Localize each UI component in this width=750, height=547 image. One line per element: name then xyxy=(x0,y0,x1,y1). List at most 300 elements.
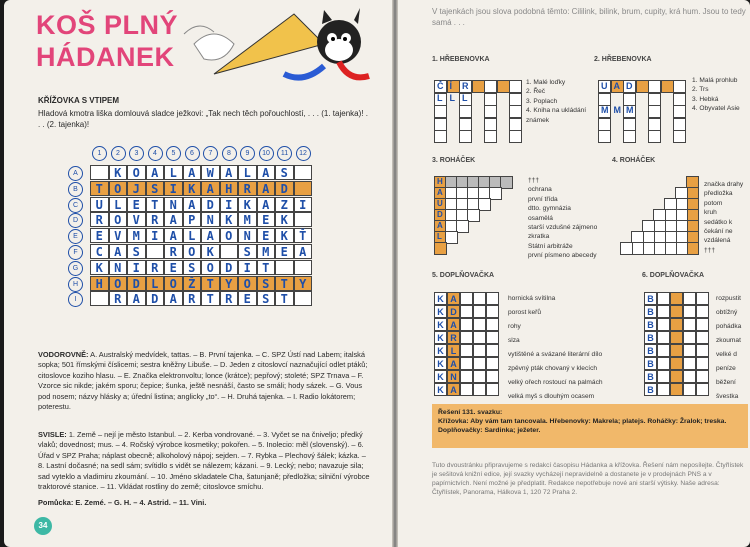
grid-cell[interactable]: N xyxy=(109,260,128,275)
puzzle-cell[interactable] xyxy=(648,130,661,143)
grid-cell[interactable]: D xyxy=(220,260,239,275)
page-title-line2: HÁDANEK xyxy=(36,42,175,72)
column-number: 10 xyxy=(259,146,274,161)
puzzle-cell[interactable] xyxy=(473,331,486,344)
grid-cell[interactable]: L xyxy=(109,197,128,212)
sec3-title: 3. ROHÁČEK xyxy=(432,157,476,164)
puzzle-cell[interactable] xyxy=(657,357,670,370)
puzzle-cell[interactable]: K xyxy=(434,357,447,370)
grid-cell[interactable]: L xyxy=(164,165,183,180)
vertical-text: 1. Země – nejí je město Istanbul. – 2. Kerba vondrované. – 3. Vyčet se na čniveljo; předký vlaků; dovednost; mus. – 4. Ročský výrobce kosmetiky; pokořen. – 5. Inolecio: měl (slovenský). – 6. Úřad v SPZ Praha; náplast obecně; alkoholový nápoj; sejden. – 7. Rybka – Plechový šálek; kázka. – 8. Lastní dočasné; na sedl sám; svítidlo s vidět se nálezem; kázani. – 9. Lecký; nebo; navazuje sila; sad vyteklo a vladimiru zkoumání. – 10. Jméno skladatele Cha, šatunjaně; předložka; silniční výrobce traktorové stanice. – 11. Vkládat rostliny do země; citoslovce smíchu. xyxy=(38,430,370,492)
puzzle-cell[interactable] xyxy=(472,80,485,93)
grid-cell[interactable]: M xyxy=(238,212,257,227)
puzzle-cell[interactable]: B xyxy=(644,331,657,344)
puzzle-cell[interactable] xyxy=(486,292,499,305)
puzzle-cell[interactable] xyxy=(696,370,709,383)
grid-cell[interactable]: Ž xyxy=(183,276,202,291)
grid-cell[interactable]: K xyxy=(183,181,202,196)
grid-cell[interactable]: I xyxy=(220,197,239,212)
grid-cell[interactable]: S xyxy=(146,181,165,196)
puzzle-cell[interactable]: K xyxy=(434,318,447,331)
puzzle-cell[interactable] xyxy=(696,357,709,370)
puzzle-cell[interactable] xyxy=(696,318,709,331)
written-letter: D xyxy=(626,81,633,91)
grid-cell[interactable]: A xyxy=(183,197,202,212)
grid-row xyxy=(90,228,312,243)
puzzle-cell[interactable] xyxy=(696,344,709,357)
puzzle-cell[interactable] xyxy=(486,344,499,357)
puzzle-cell[interactable]: B xyxy=(644,344,657,357)
puzzle-cell[interactable] xyxy=(683,318,696,331)
grid-cell[interactable] xyxy=(90,291,109,306)
grid-cell[interactable]: I xyxy=(146,228,165,243)
puzzle-cell[interactable] xyxy=(460,318,473,331)
grid-cell[interactable]: K xyxy=(220,212,239,227)
grid-cell[interactable]: T xyxy=(275,276,294,291)
grid-cell[interactable]: A xyxy=(257,181,276,196)
puzzle-cell[interactable]: B xyxy=(644,292,657,305)
clue-item: 2. Trs xyxy=(692,86,709,94)
puzzle-cell[interactable] xyxy=(657,318,670,331)
written-letter: M xyxy=(601,105,609,115)
puzzle-cell[interactable] xyxy=(661,80,674,93)
puzzle-cell[interactable] xyxy=(460,370,473,383)
grid-cell[interactable]: A xyxy=(294,244,313,259)
column-number: 12 xyxy=(296,146,311,161)
puzzle-cell[interactable] xyxy=(486,318,499,331)
clue-item: značka drahy xyxy=(704,181,744,188)
grid-cell[interactable] xyxy=(294,165,313,180)
grid-cell[interactable]: T xyxy=(257,260,276,275)
puzzle-cell[interactable]: N xyxy=(447,370,460,383)
pomucka: Pomůcka: E. Zemé. – G. H. – 4. Astrid. – 11. Vini. xyxy=(38,498,207,507)
puzzle-cell[interactable] xyxy=(683,331,696,344)
clue-item: švestka xyxy=(716,393,739,400)
clue-item: kruh xyxy=(704,209,717,217)
grid-cell[interactable]: C xyxy=(90,244,109,259)
grid-cell[interactable]: S xyxy=(275,165,294,180)
puzzle-cell[interactable] xyxy=(673,80,686,93)
right-intro: V tajenkách jsou slova podobná těmto: Cililink, bilink, brum, cupity, krá hum. Jsou to tedy samá . . . xyxy=(432,7,746,27)
puzzle-cell[interactable]: R xyxy=(447,331,460,344)
grid-cell[interactable]: O xyxy=(164,276,183,291)
puzzle-cell[interactable] xyxy=(623,118,636,131)
written-letter: L xyxy=(437,232,442,241)
puzzle-cell[interactable] xyxy=(460,305,473,318)
puzzle-cell[interactable] xyxy=(670,383,683,396)
grid-cell[interactable]: E xyxy=(238,291,257,306)
clue-item: první třída xyxy=(528,195,558,203)
puzzle-cell[interactable] xyxy=(657,383,670,396)
grid-cell[interactable]: M xyxy=(127,228,146,243)
puzzle-cell[interactable] xyxy=(484,118,497,131)
puzzle-cell[interactable]: A xyxy=(447,292,460,305)
puzzle-cell[interactable] xyxy=(598,93,611,106)
puzzle-cell[interactable] xyxy=(598,118,611,131)
puzzle-cell[interactable] xyxy=(670,370,683,383)
puzzle-cell[interactable] xyxy=(657,305,670,318)
puzzle-cell[interactable] xyxy=(434,118,447,131)
grid-cell[interactable]: T xyxy=(201,276,220,291)
puzzle-cell[interactable] xyxy=(670,292,683,305)
grid-cell[interactable]: O xyxy=(127,165,146,180)
grid-cell[interactable]: P xyxy=(183,212,202,227)
clue-item: 2. Řeč xyxy=(526,88,546,96)
puzzle-cell[interactable]: K xyxy=(434,383,447,396)
sec6-title: 6. DOPLŇOVAČKA xyxy=(642,272,705,279)
grid-cell[interactable]: V xyxy=(127,212,146,227)
puzzle-cell[interactable] xyxy=(447,80,460,93)
puzzle-cell[interactable] xyxy=(509,93,522,106)
grid-cell[interactable]: A xyxy=(257,197,276,212)
grid-cell[interactable]: O xyxy=(109,276,128,291)
clue-item: slza xyxy=(508,337,520,344)
clue-item: velká myš s dlouhým ocasem xyxy=(508,393,595,400)
clue-item: ochrana xyxy=(528,186,552,194)
puzzle-cell[interactable] xyxy=(509,118,522,131)
clue-item: Státní arbitráže xyxy=(528,242,573,250)
clue-item: hornická svítilna xyxy=(508,295,556,302)
puzzle-cell[interactable] xyxy=(486,383,499,396)
written-letter: Č xyxy=(437,81,444,91)
puzzle-cell[interactable]: K xyxy=(434,370,447,383)
puzzle-cell[interactable] xyxy=(484,105,497,118)
grid-cell[interactable]: M xyxy=(257,244,276,259)
grid-cell[interactable]: S xyxy=(257,291,276,306)
grid-cell[interactable]: S xyxy=(183,260,202,275)
puzzle-cell[interactable] xyxy=(683,383,696,396)
grid-cell[interactable]: D xyxy=(275,181,294,196)
puzzle-cell[interactable] xyxy=(623,130,636,143)
puzzle-cell[interactable] xyxy=(670,318,683,331)
grid-cell[interactable]: I xyxy=(238,260,257,275)
grid-cell[interactable]: U xyxy=(90,197,109,212)
grid-cell[interactable]: A xyxy=(201,181,220,196)
puzzle-cell[interactable]: B xyxy=(644,383,657,396)
grid-cell[interactable]: E xyxy=(257,228,276,243)
puzzle-cell[interactable] xyxy=(670,305,683,318)
clue-item: porost keřů xyxy=(508,309,541,316)
puzzle-cell[interactable] xyxy=(648,118,661,131)
puzzle-cell[interactable] xyxy=(434,242,447,255)
written-letter: U xyxy=(437,199,443,208)
puzzle-cell[interactable]: K xyxy=(434,344,447,357)
puzzle-cell[interactable] xyxy=(683,305,696,318)
puzzle-cell[interactable]: A xyxy=(447,318,460,331)
puzzle-cell[interactable]: B xyxy=(644,318,657,331)
puzzle-cell[interactable]: A xyxy=(447,383,460,396)
grid-cell[interactable]: Y xyxy=(294,276,313,291)
grid-cell[interactable]: I xyxy=(294,197,313,212)
clue-item: 1. Malé loďky xyxy=(526,79,566,86)
puzzle-cell[interactable] xyxy=(657,370,670,383)
puzzle-cell[interactable] xyxy=(459,130,472,143)
puzzle-cell[interactable] xyxy=(648,105,661,118)
clue-item: vytištěné a svázané literární dílo xyxy=(508,351,603,358)
grid-cell[interactable]: K xyxy=(238,197,257,212)
clue-item: 3. Hebká xyxy=(692,95,719,103)
grid-cell[interactable]: L xyxy=(146,276,165,291)
grid-cell[interactable]: E xyxy=(127,197,146,212)
puzzle-cell[interactable] xyxy=(434,130,447,143)
grid-cell[interactable]: Ť xyxy=(294,228,313,243)
grid-row xyxy=(90,212,312,227)
grid-cell[interactable] xyxy=(275,260,294,275)
row-letter: B xyxy=(68,182,83,197)
puzzle-cell[interactable] xyxy=(683,370,696,383)
clue-item: zkoumat xyxy=(716,337,741,344)
grid-cell[interactable]: A xyxy=(257,165,276,180)
solution-box xyxy=(432,404,748,448)
puzzle-cell[interactable]: A xyxy=(447,357,460,370)
puzzle-cell[interactable] xyxy=(497,80,510,93)
clue-item: potom xyxy=(704,199,723,207)
puzzle-cell[interactable] xyxy=(460,357,473,370)
grid-cell[interactable] xyxy=(146,244,165,259)
grid-cell[interactable]: H xyxy=(90,276,109,291)
grid-cell[interactable] xyxy=(294,212,313,227)
grid-cell[interactable]: T xyxy=(146,197,165,212)
grid-cell[interactable]: R xyxy=(220,291,239,306)
puzzle-cell[interactable] xyxy=(434,105,447,118)
grid-cell[interactable]: A xyxy=(127,291,146,306)
grid-cell[interactable]: V xyxy=(109,228,128,243)
grid-cell[interactable]: O xyxy=(220,228,239,243)
grid-cell[interactable]: S xyxy=(127,244,146,259)
puzzle-cell[interactable] xyxy=(473,305,486,318)
puzzle-cell[interactable] xyxy=(673,105,686,118)
puzzle-cell[interactable] xyxy=(509,130,522,143)
grid-cell[interactable]: D xyxy=(201,197,220,212)
puzzle-cell[interactable] xyxy=(473,383,486,396)
grid-cell[interactable]: J xyxy=(127,181,146,196)
puzzle-cell[interactable] xyxy=(673,93,686,106)
row-letter: C xyxy=(68,198,83,213)
grid-cell[interactable]: A xyxy=(146,165,165,180)
puzzle-cell[interactable] xyxy=(648,80,661,93)
puzzle-cell[interactable]: D xyxy=(447,305,460,318)
clue-item: velký ořech rostoucí na palmách xyxy=(508,379,603,386)
grid-cell[interactable] xyxy=(294,181,313,196)
grid-cell[interactable]: R xyxy=(146,260,165,275)
column-number: 9 xyxy=(240,146,255,161)
footer-note: Tuto dvoustránku připravujeme s redakcí časopisu Hádanka a křížovka. Řešení nám neposílejte. Čtyřlístek je sešitová knižní edice, její svazky vycházejí nepravidelně a dostanete je v prodejnách PNS a v papírnictvích. Není možné je předplatit. Redakce nepotřebuje nové ani starší výtisky. Naše adresa: Čtyřlístek, Panorama, Hálkova 1, 120 72 Praha 2. xyxy=(432,462,744,496)
grid-cell[interactable]: O xyxy=(109,212,128,227)
clue-item: 4. Kniha na ukládání známek xyxy=(526,107,587,124)
puzzle-cell[interactable]: K xyxy=(434,292,447,305)
puzzle-cell[interactable] xyxy=(683,357,696,370)
grid-cell[interactable]: I xyxy=(127,260,146,275)
grid-cell[interactable]: K xyxy=(275,212,294,227)
grid-cell[interactable]: T xyxy=(201,291,220,306)
grid-cell[interactable]: A xyxy=(164,291,183,306)
grid-cell[interactable]: Z xyxy=(275,197,294,212)
grid-cell[interactable] xyxy=(220,244,239,259)
grid-cell[interactable]: N xyxy=(238,228,257,243)
puzzle-cell[interactable] xyxy=(683,292,696,305)
puzzle-cell[interactable] xyxy=(460,344,473,357)
clue-item: první písmeno abecedy xyxy=(528,252,597,260)
row-letter: H xyxy=(68,277,83,292)
puzzle-cell[interactable] xyxy=(696,292,709,305)
grid-cell[interactable]: I xyxy=(164,181,183,196)
puzzle-cell[interactable] xyxy=(486,331,499,344)
column-number: 1 xyxy=(92,146,107,161)
grid-cell[interactable]: L xyxy=(183,228,202,243)
puzzle-cell[interactable]: B xyxy=(644,370,657,383)
sec6-clues xyxy=(716,292,750,404)
grid-cell[interactable]: K xyxy=(109,165,128,180)
puzzle-cell[interactable] xyxy=(484,130,497,143)
grid-row xyxy=(90,244,312,259)
written-letter: M xyxy=(626,105,634,115)
grid-cell[interactable]: A xyxy=(183,165,202,180)
puzzle-cell[interactable] xyxy=(696,331,709,344)
puzzle-cell[interactable] xyxy=(459,118,472,131)
grid-cell[interactable]: K xyxy=(201,244,220,259)
grid-cell[interactable]: A xyxy=(201,228,220,243)
grid-cell[interactable]: S xyxy=(238,244,257,259)
grid-cell[interactable]: A xyxy=(164,212,183,227)
puzzle-cell[interactable] xyxy=(648,93,661,106)
page-title-line1: KOŠ PLNÝ xyxy=(36,10,179,40)
clue-item: ††† xyxy=(704,246,716,254)
written-letter: L xyxy=(462,93,468,103)
written-letter: D xyxy=(437,210,443,219)
grid-cell[interactable]: E xyxy=(257,212,276,227)
puzzle-cell[interactable] xyxy=(620,242,633,255)
row-letter: A xyxy=(68,166,83,181)
puzzle-cell[interactable] xyxy=(670,357,683,370)
puzzle-cell[interactable] xyxy=(657,344,670,357)
grid-cell[interactable]: N xyxy=(201,212,220,227)
page-number: 34 xyxy=(34,517,52,535)
puzzle-cell[interactable] xyxy=(486,370,499,383)
grid-cell[interactable]: D xyxy=(127,276,146,291)
puzzle-cell[interactable] xyxy=(673,130,686,143)
puzzle-cell[interactable] xyxy=(459,105,472,118)
grid-cell[interactable]: E xyxy=(275,244,294,259)
puzzle-cell[interactable]: K xyxy=(434,331,447,344)
clue-item: osamělá xyxy=(528,214,553,222)
grid-cell[interactable]: T xyxy=(90,181,109,196)
puzzle-cell[interactable] xyxy=(486,305,499,318)
puzzle-cell[interactable] xyxy=(657,292,670,305)
grid-cell[interactable]: K xyxy=(90,260,109,275)
row-letter: D xyxy=(68,213,83,228)
grid-cell[interactable]: Y xyxy=(220,276,239,291)
puzzle-cell[interactable] xyxy=(509,105,522,118)
horizontal-label: VODOROVNĚ: xyxy=(38,350,89,359)
puzzle-cell[interactable] xyxy=(484,80,497,93)
grid-cell[interactable]: E xyxy=(164,260,183,275)
grid-cell[interactable]: H xyxy=(220,181,239,196)
grid-row xyxy=(90,181,312,196)
clue-item: obtížný xyxy=(716,309,738,316)
puzzle-cell[interactable] xyxy=(696,383,709,396)
puzzle-cell[interactable] xyxy=(623,93,636,106)
clue-item: rozpustit xyxy=(716,295,741,302)
puzzle-cell[interactable] xyxy=(670,344,683,357)
puzzle-cell[interactable] xyxy=(673,118,686,131)
grid-cell[interactable]: R xyxy=(238,181,257,196)
puzzle-cell[interactable]: B xyxy=(644,305,657,318)
grid-cell[interactable] xyxy=(294,291,313,306)
grid-cell[interactable]: R xyxy=(146,212,165,227)
puzzle-cell[interactable] xyxy=(460,292,473,305)
puzzle-cell[interactable] xyxy=(657,331,670,344)
clue-item: velké d xyxy=(716,351,737,358)
right-page xyxy=(398,0,750,547)
puzzle-cell[interactable] xyxy=(696,305,709,318)
written-letter: U xyxy=(601,81,608,91)
grid-cell[interactable]: O xyxy=(183,244,202,259)
grid-cell[interactable]: R xyxy=(109,291,128,306)
puzzle-cell[interactable]: B xyxy=(644,357,657,370)
puzzle-cell[interactable] xyxy=(683,344,696,357)
puzzle-cell[interactable] xyxy=(484,93,497,106)
grid-cell[interactable]: D xyxy=(146,291,165,306)
grid-cell[interactable]: A xyxy=(109,244,128,259)
column-number: 6 xyxy=(185,146,200,161)
puzzle-cell[interactable] xyxy=(473,318,486,331)
puzzle-cell[interactable] xyxy=(509,80,522,93)
grid-cell[interactable]: S xyxy=(257,276,276,291)
grid-cell[interactable]: O xyxy=(238,276,257,291)
puzzle-cell[interactable]: K xyxy=(434,305,447,318)
grid-cell[interactable]: L xyxy=(238,165,257,180)
puzzle-cell[interactable] xyxy=(473,344,486,357)
puzzle-cell[interactable] xyxy=(460,331,473,344)
puzzle-cell[interactable] xyxy=(460,383,473,396)
row-letter: F xyxy=(68,245,83,260)
written-letter: H xyxy=(437,177,443,186)
written-letter: M xyxy=(613,105,621,115)
grid-cell[interactable]: A xyxy=(164,228,183,243)
grid-cell[interactable] xyxy=(90,165,109,180)
clue-item: starší vzdušné zájmeno xyxy=(528,224,598,232)
puzzle-cell[interactable] xyxy=(636,80,649,93)
grid-cell[interactable]: R xyxy=(90,212,109,227)
grid-cell[interactable]: W xyxy=(201,165,220,180)
clue-item: sedátko k čekání ne xyxy=(704,218,733,236)
grid-cell[interactable]: O xyxy=(109,181,128,196)
puzzle-cell[interactable] xyxy=(598,130,611,143)
horizontal-text: A. Australský medvídek, tattas. – B. První tajenka. – C. SPZ Ústí nad Labem; italská sopka; 501 římskými číslicemi; sestra kněžny Libuše. – D. Jeden z citoslovcí naznačující odlet ptáků; citoslovce koziho hlasu. – E. Značka elektronvoltu; lonce (krátce); pepřový; stoleté; SPZ Trnava – F. Vzorce sic nikde; jakém sporu; čepice; šunka, ještě nesnáší, často se smáli; hody sázek. – G. Vous pod nosem; názvy hlásky a; úřední listina; anglicky „to“. – H. Druhá tajenka. – I. Radio lokátorem; poterestu. xyxy=(38,350,368,412)
grid-cell[interactable]: K xyxy=(275,228,294,243)
clue-item: předložka xyxy=(704,190,733,198)
grid-cell[interactable]: R xyxy=(164,244,183,259)
puzzle-cell[interactable] xyxy=(486,357,499,370)
puzzle-cell[interactable] xyxy=(473,370,486,383)
grid-cell[interactable]: A xyxy=(220,165,239,180)
grid-cell[interactable]: R xyxy=(183,291,202,306)
row-letter: I xyxy=(68,292,83,307)
puzzle-cell[interactable] xyxy=(670,331,683,344)
clue-item: 3. Poplach xyxy=(526,97,558,105)
left-page xyxy=(4,0,392,547)
grid-cell[interactable] xyxy=(294,260,313,275)
grid-cell[interactable]: O xyxy=(201,260,220,275)
puzzle-cell[interactable] xyxy=(473,292,486,305)
puzzle-cell[interactable] xyxy=(473,357,486,370)
written-letter: A xyxy=(613,81,620,91)
grid-cell[interactable]: E xyxy=(90,228,109,243)
sec3-clues xyxy=(528,176,608,261)
grid-cell[interactable]: N xyxy=(164,197,183,212)
puzzle-cell[interactable]: L xyxy=(447,344,460,357)
grid-cell[interactable]: T xyxy=(275,291,294,306)
